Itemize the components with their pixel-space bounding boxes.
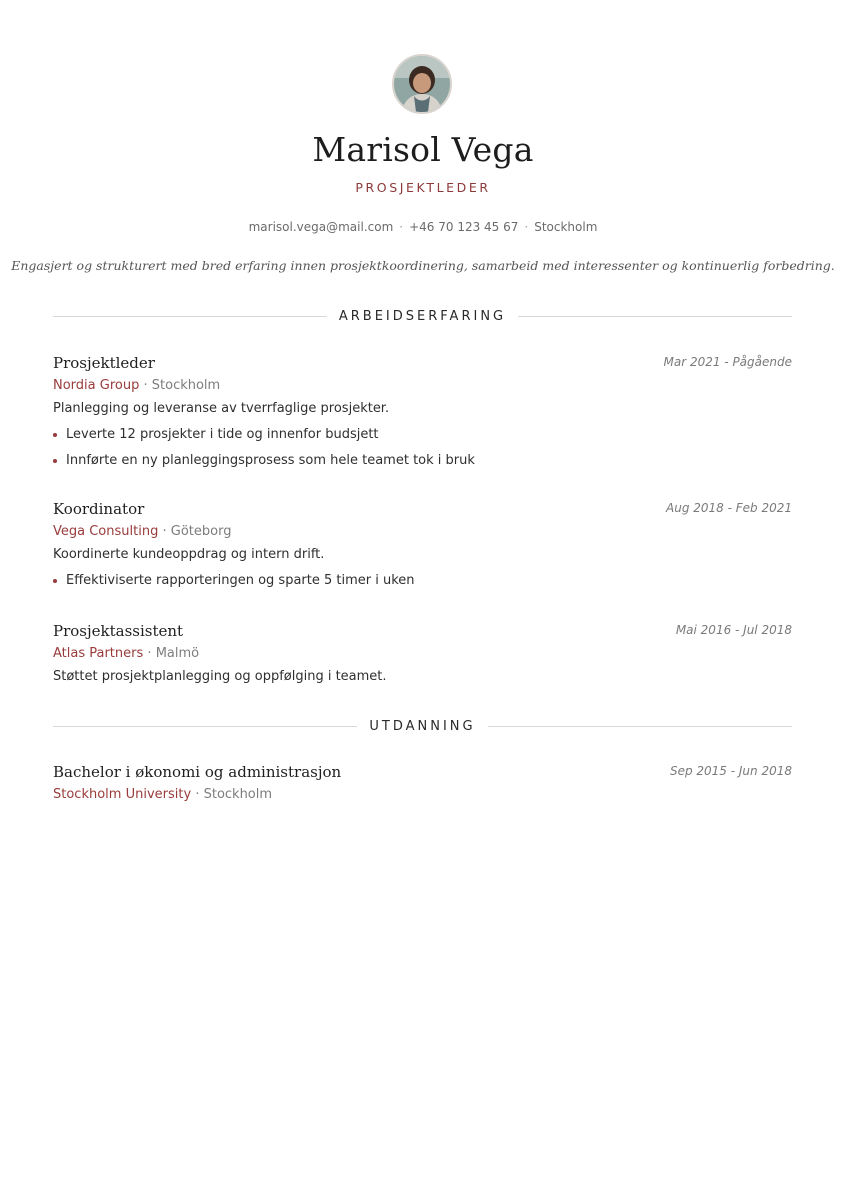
bullet-icon [53,579,57,583]
entry-location: Stockholm [203,787,273,802]
avatar-photo [394,56,450,112]
divider [53,726,357,727]
entry-separator: · [195,787,200,802]
entry-title: Prosjektassistent [53,622,184,640]
contact-separator: · [399,220,404,234]
divider [488,726,792,727]
entry-org-line [53,522,792,542]
section-title: UTDANNING [369,718,476,734]
entry-location: Göteborg [170,524,232,539]
entry-description: Støttet prosjektplanlegging og oppfølging i teamet. [53,669,387,684]
entry-separator: · [147,646,152,661]
contact-separator: · [524,220,529,234]
entry-date: Mar 2021 - Pågående [663,355,792,369]
entry-org-line [53,785,792,805]
achievement-item [53,425,792,445]
entry-org-line [53,376,792,396]
entry-organization: Nordia Group [53,378,140,393]
entry-description: Planlegging og leveranse av tverrfaglige prosjekter. [53,401,390,416]
contact-line [0,220,846,234]
contact-email[interactable]: marisol.vega@mail.com [248,220,394,234]
divider [518,316,792,317]
experience-entry [53,620,792,687]
bullet-icon [53,433,57,437]
profile-summary: Engasjert og strukturert med bred erfaring innen prosjektkoordinering, samarbeid med interessenter og kontinuerlig forbedring. [11,258,835,273]
entry-date: Aug 2018 - Feb 2021 [666,501,792,515]
entry-title: Bachelor i økonomi og administrasjon [53,763,342,781]
section-heading-experience [53,306,792,326]
entry-date: Mai 2016 - Jul 2018 [675,623,792,637]
avatar [392,54,452,114]
achievement-list [53,571,792,591]
bullet-icon [53,459,57,463]
contact-phone[interactable]: +46 70 123 45 67 [409,220,519,234]
entry-location: Malmö [155,646,200,661]
achievement-item [53,451,792,471]
divider [53,316,327,317]
education-entry [53,761,792,805]
section-title: ARBEIDSERFARING [338,308,507,324]
entry-separator: · [162,524,167,539]
entry-organization: Stockholm University [53,787,192,802]
achievement-list [53,425,792,471]
section-heading-education [53,716,792,736]
experience-entry [53,498,792,597]
achievement-text: Leverte 12 prosjekter i tide og innenfor budsjett [66,427,379,442]
achievement-text: Effektiviserte rapporteringen og sparte 5 timer i uken [66,573,415,588]
entry-organization: Atlas Partners [53,646,144,661]
person-name: Marisol Vega [312,130,534,169]
entry-date: Sep 2015 - Jun 2018 [669,764,792,778]
entry-title: Koordinator [53,500,145,518]
entry-separator: · [143,378,148,393]
entry-org-line [53,644,792,664]
achievement-text: Innførte en ny planleggingsprosess som hele teamet tok i bruk [66,453,475,468]
experience-entry [53,352,792,477]
entry-organization: Vega Consulting [53,524,159,539]
job-title: PROSJEKTLEDER [355,180,491,195]
entry-description: Koordinerte kundeoppdrag og intern drift. [53,547,325,562]
achievement-item [53,571,792,591]
contact-city: Stockholm [534,220,598,234]
entry-location: Stockholm [151,378,221,393]
entry-title: Prosjektleder [53,354,155,372]
